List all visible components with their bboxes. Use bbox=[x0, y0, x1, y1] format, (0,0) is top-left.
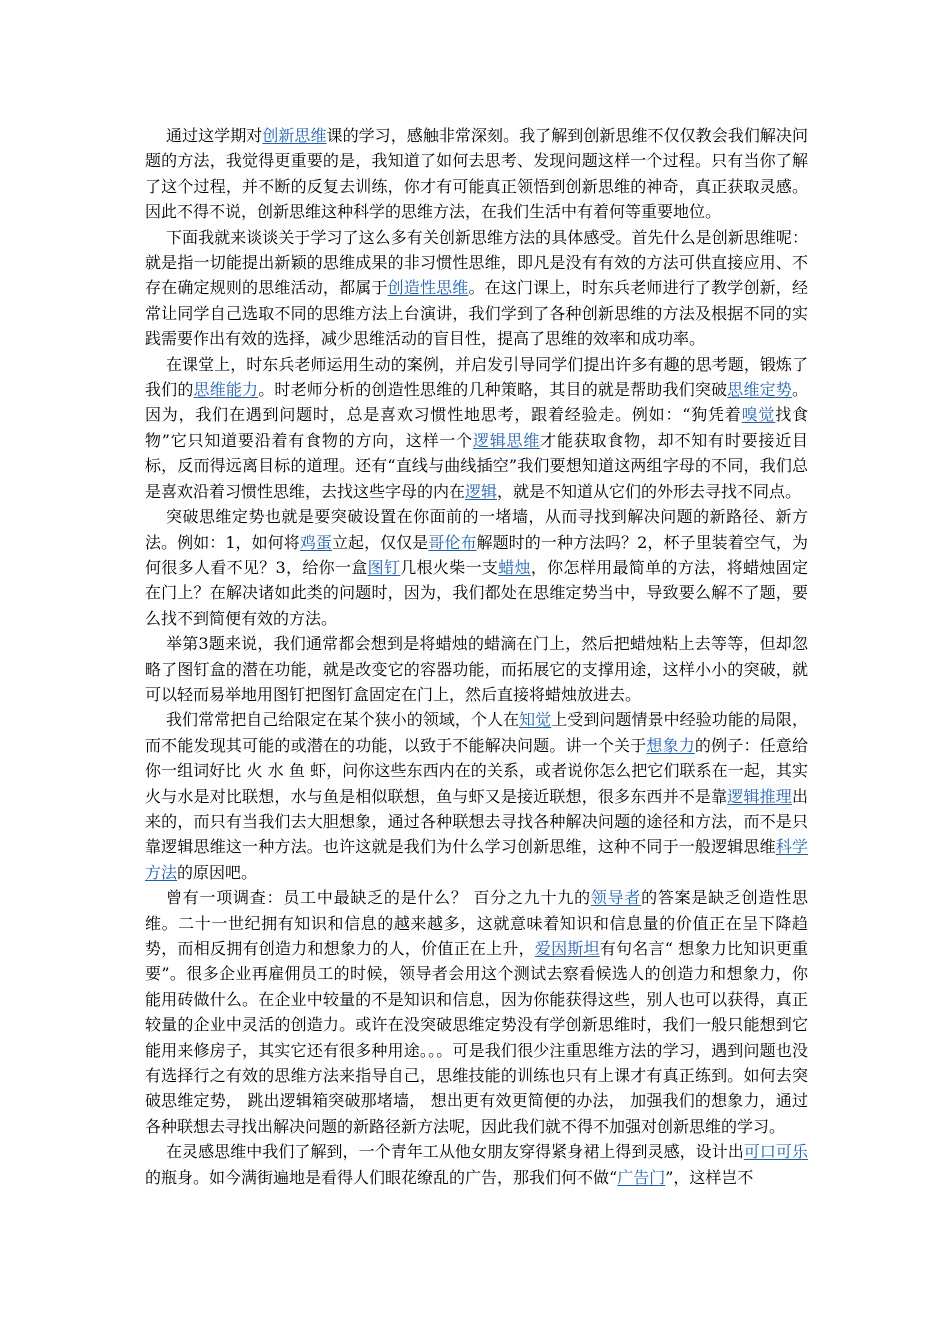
paragraph-5 bbox=[145, 631, 808, 707]
paragraph-4 bbox=[145, 504, 808, 631]
hyperlink[interactable]: 哥伦布 bbox=[428, 532, 477, 552]
hyperlink[interactable]: 思维定势 bbox=[727, 380, 792, 400]
hyperlink[interactable]: 逻辑推理 bbox=[727, 786, 792, 806]
hyperlink[interactable]: 创造性思维 bbox=[387, 278, 469, 298]
hyperlink[interactable]: 科学方法 bbox=[145, 837, 808, 882]
hyperlink[interactable]: 知觉 bbox=[519, 710, 552, 730]
paragraph-text: 我们常常把自己给限定在某个狭小的领域，个人在 bbox=[166, 710, 520, 730]
paragraph-3 bbox=[145, 352, 808, 504]
hyperlink[interactable]: 鸡蛋 bbox=[299, 532, 332, 552]
paragraph-text: ”，这样岂不 bbox=[665, 1167, 754, 1187]
hyperlink[interactable]: 图钉 bbox=[367, 557, 401, 577]
paragraph-8 bbox=[145, 1139, 808, 1190]
paragraph-text: 。因为，我们在遇到问题时，总是喜欢习惯性地思考，跟着经验走。例如：“狗凭着 bbox=[145, 380, 808, 425]
paragraph-text: ，就是不知道从它们的外形去寻找不同点。 bbox=[497, 481, 802, 501]
paragraph-text: 上受到问题情景中经验功能的局限，而不能发现其可能的或潜在的功能，以致于不能解决问题。讲一个关于 bbox=[145, 710, 808, 755]
paragraph-text: 课的学习，感触非常深刻。我了解到创新思维不仅仅教会我们解决问题的方法，我觉得更重要的是，我知道了如何去思考、发现问题这样一个过程。只有当你了解了这个过程，并不断的反复去训练，你才有可能真正领悟到创新思维的神奇，真正获取灵感。因此不得不说，创新思维这种科学的思维方法，在我们生活中有着何等重要地位。 bbox=[145, 126, 808, 222]
paragraph-text: 在课堂上，时东兵老师运用生动的案例，并启发引导同学们提出许多有趣的思考题，锻炼了我们的 bbox=[145, 354, 808, 400]
paragraph-text: 突破思维定势也就是要突破设置在你面前的一堵墙，从而寻找到解决问题的新路径、新方法。例如：1，如何将 bbox=[145, 507, 808, 552]
hyperlink[interactable]: 可口可乐 bbox=[743, 1142, 808, 1162]
paragraph-text: 的答案是缺乏创造性思维。二十一世纪拥有知识和信息的越来越多，这就意味着知识和信息量的价值正在呈下降趋势，而相反拥有创造力和想象力的人，价值正在上升， bbox=[145, 888, 808, 958]
hyperlink[interactable]: 嗅觉 bbox=[741, 405, 776, 425]
paragraph-6 bbox=[145, 707, 808, 885]
hyperlink[interactable]: 逻辑思维 bbox=[472, 430, 541, 450]
hyperlink[interactable]: 领导者 bbox=[590, 888, 642, 908]
paragraph-text: 曾有一项调查：员工中最缺乏的是什么？ 百分之九十九的 bbox=[166, 888, 591, 908]
paragraph-text: 立起，仅仅是 bbox=[331, 532, 429, 552]
paragraph-text: 在灵感思维中我们了解到，一个青年工从他女朋友穿得紧身裙上得到灵感，设计出 bbox=[166, 1142, 744, 1162]
paragraph-1 bbox=[145, 123, 808, 225]
paragraph-text: 找食物”它只知道要沿着有食物的方向，这样一个 bbox=[145, 405, 808, 450]
hyperlink[interactable]: 蜡烛 bbox=[498, 557, 531, 577]
paragraph-text: 。时老师分析的创造性思维的几种策略，其目的就是帮助我们突破 bbox=[258, 380, 728, 400]
paragraph-2 bbox=[145, 225, 808, 352]
paragraph-text: 的瓶身。如今满街遍地是看得人们眼花缭乱的广告，那我们何不做“ bbox=[145, 1167, 618, 1187]
paragraph-text: 的原因吧。 bbox=[177, 862, 258, 882]
hyperlink[interactable]: 思维能力 bbox=[193, 380, 259, 400]
paragraph-text: ，你怎样用最简单的方法，将蜡烛固定在门上？在解决诸如此类的问题时，因为，我们都处在思维定势当中，导致要么解不了题，要么找不到简便有效的方法。 bbox=[145, 557, 808, 628]
paragraph-text: 有句名言“ 想象力比知识更重要”。很多企业再雇佣员工的时候，领导者会用这个测试去察看候选人的创造力和想象力，你能用砖做什么。在企业中较量的不是知识和信息，因为你能获得这些，别人也可以获得，真正较量的企业中灵活的创造力。或许在没突破思维定势没有学创新思维时，我们一般只能想到它能用来修房子，其实它还有很多种用途。。。可是我们很少注重思维方法的学习，遇到问题也没有选择行之有效的思维方法来指导自己，思维技能的训练也只有上课才有真正练到。如何去突破思维定势， 跳出逻辑箱突破那堵墙， 想出更有效更简便的办法， 加强我们的想象力，通过各种联想去寻找出解决问题的新路径新方法呢，因此我们就不得不加强对创新思维的学习。 bbox=[145, 939, 808, 1136]
paragraph-text: 几根火柴一支 bbox=[400, 557, 499, 577]
paragraph-text: 解题时的一种方法吗？2，杯子里装着空气，为何很多人看不见？3，给你一盒 bbox=[145, 532, 808, 577]
paragraph-text: 。在这门课上，时东兵老师进行了教学创新，经常让同学自己选取不同的思维方法上台演讲，我们学到了各种创新思维的方法及根据不同的实践需要作出有效的选择，减少思维活动的盲目性，提高了思维的效率和成功率。 bbox=[145, 278, 808, 349]
hyperlink[interactable]: 广告门 bbox=[617, 1167, 666, 1187]
paragraph-text: 的例子：任意给你一组词好比 火 水 鱼 虾，问你这些东西内在的关系，或者说你怎么把它们联系在一起，其实火与水是对比联想，水与鱼是相似联想，鱼与虾又是接近联想，很多东西并不是靠 bbox=[145, 735, 808, 806]
hyperlink[interactable]: 逻辑 bbox=[465, 481, 498, 501]
hyperlink[interactable]: 爱因斯坦 bbox=[534, 939, 600, 958]
paragraph-text: 下面我就来谈谈关于学习了这么多有关创新思维方法的具体感受。首先什么是创新思维呢：就是指一切能提出新颖的思维成果的非习惯性思维，即凡是没有有效的方法可供直接应用、不存在确定规则的思维活动，都属于 bbox=[145, 227, 808, 298]
paragraph-text: 通过这学期对 bbox=[166, 126, 263, 145]
document-body bbox=[145, 123, 808, 1190]
paragraph-text: 才能获取食物，却不知有时要接近目标，反而得远离目标的道理。还有“直线与曲线插空”我们要想知道这两组字母的不同，我们总是喜欢沿着习惯性思维，去找这些字母的内在 bbox=[145, 430, 808, 501]
paragraph-7 bbox=[145, 885, 808, 1139]
paragraph-text: 举第3题来说，我们通常都会想到是将蜡烛的蜡滴在门上，然后把蜡烛粘上去等等，但却忽略了图钉盒的潜在功能，就是改变它的容器功能，而拓展它的支撑用途，这样小小的突破，就可以轻而易举地用图钉把图钉盒固定在门上，然后直接将蜡烛放进去。 bbox=[145, 634, 808, 704]
hyperlink[interactable]: 创新思维 bbox=[262, 126, 327, 145]
hyperlink[interactable]: 想象力 bbox=[646, 735, 695, 755]
paragraph-text: 出来的，而只有当我们去大胆想象，通过各种联想去寻找各种解决问题的途径和方法，而不是只靠逻辑思维这一种方法。也许这就是我们为什么学习创新思维，这种不同于一般逻辑思维 bbox=[145, 786, 808, 857]
